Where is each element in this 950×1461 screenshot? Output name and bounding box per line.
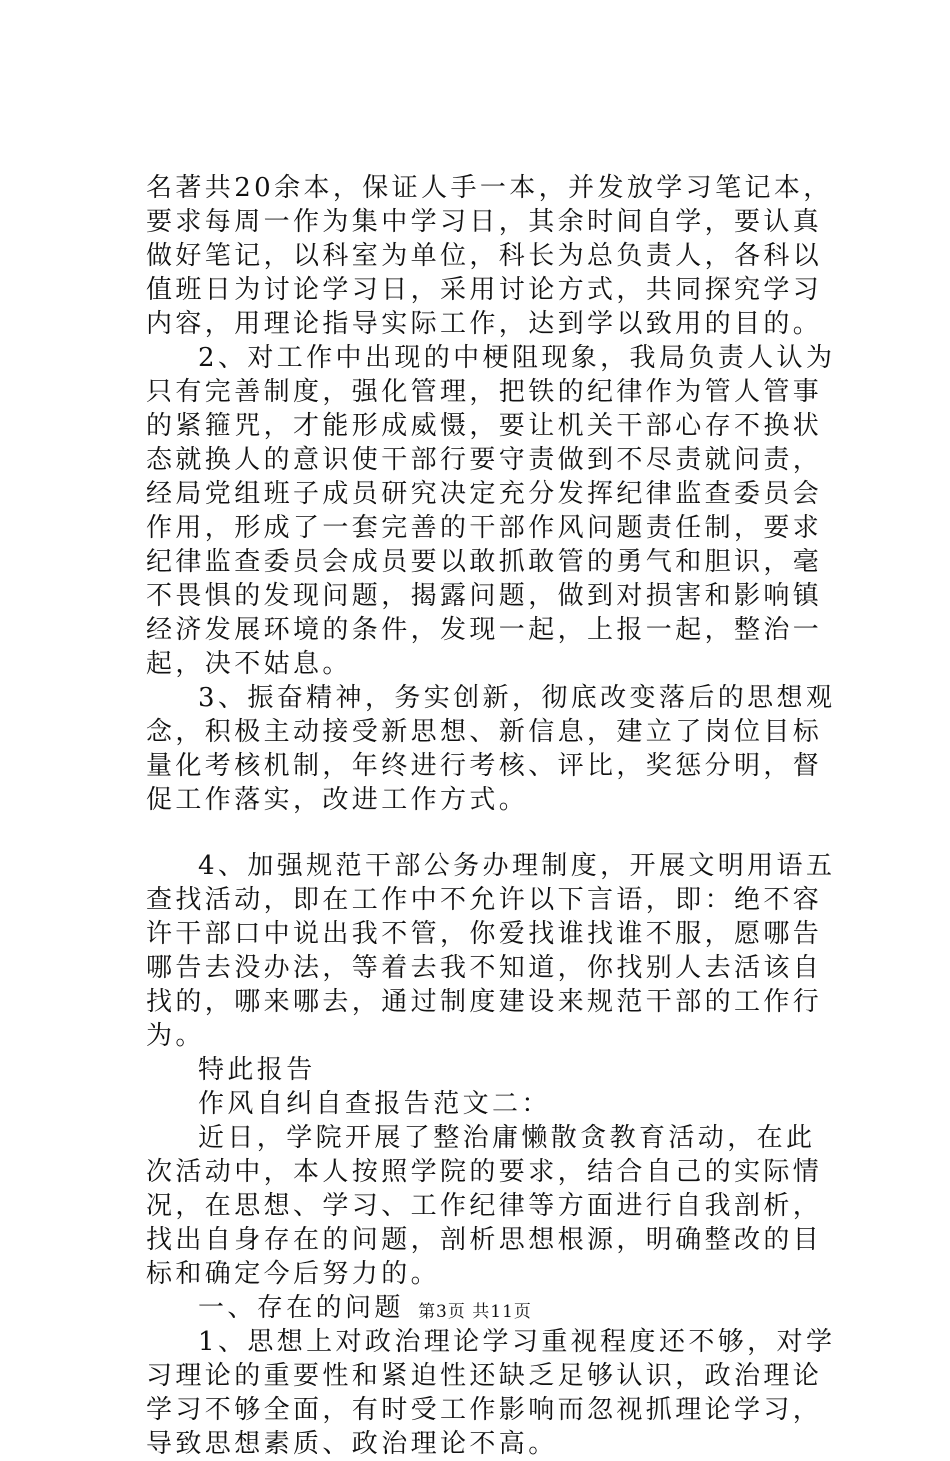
- closing-line: 特此报告: [198, 1055, 316, 1085]
- paragraph-intro: 近日，学院开展了整治庸懒散贪教育活动，在此次活动中，本人按照学院的要求，结合自己的实际情况，在思想、学习、工作纪律等方面进行自我剖析，找出自身存在的问题，剖析思想根源，明确整改的目标和确定今后努力的。: [146, 1123, 823, 1289]
- section-title-sample-two: 作风自纠自查报告范文二：: [198, 1089, 551, 1119]
- paragraph-item-3: 3、振奋精神，务实创新，彻底改变落后的思想观念，积极主动接受新思想、新信息，建立了岗位目标量化考核机制，年终进行考核、评比，奖惩分明，督促工作落实，改进工作方式。: [146, 683, 836, 815]
- document-body: [146, 171, 836, 1461]
- page-number-footer: 第3页 共11页: [418, 1302, 532, 1322]
- paragraph-problem-1: 1、思想上对政治理论学习重视程度还不够，对学习理论的重要性和紧迫性还缺乏足够认识，政治理论学习不够全面，有时受工作影响而忽视抓理论学习，导致思想素质、政治理论不高。: [146, 1327, 836, 1459]
- paragraph-item-4: 4、加强规范干部公务办理制度，开展文明用语五查找活动，即在工作中不允许以下言语，即：绝不容许干部口中说出我不管，你爱找谁找谁不服，愿哪告哪告去没办法，等着去我不知道，你找别人去活该自找的，哪来哪去，通过制度建设来规范干部的工作行为。: [146, 851, 836, 1051]
- paragraph-continued-text: 名著共20余本，保证人手一本，并发放学习笔记本，要求每周一作为集中学习日，其余时间自学，要认真做好笔记，以科室为单位，科长为总负责人，各科以值班日为讨论学习日，采用讨论方式，共同探究学习内容，用理论指导实际工作，达到学以致用的目的。: [146, 173, 833, 339]
- paragraph-item-2: 2、对工作中出现的中梗阻现象，我局负责人认为只有完善制度，强化管理，把铁的纪律作为管人管事的紧箍咒，才能形成威慑，要让机关干部心存不换状态就换人的意识使干部行要守责做到不尽责就问责，经局党组班子成员研究决定充分发挥纪律监查委员会作用，形成了一套完善的干部作风问题责任制，要求纪律监查委员会成员要以敢抓敢管的勇气和胆识，毫不畏惧的发现问题，揭露问题，做到对损害和影响镇经济发展环境的条件，发现一起，上报一起，整治一起，决不姑息。: [146, 343, 836, 679]
- section-heading-problems: 一、存在的问题: [198, 1293, 404, 1323]
